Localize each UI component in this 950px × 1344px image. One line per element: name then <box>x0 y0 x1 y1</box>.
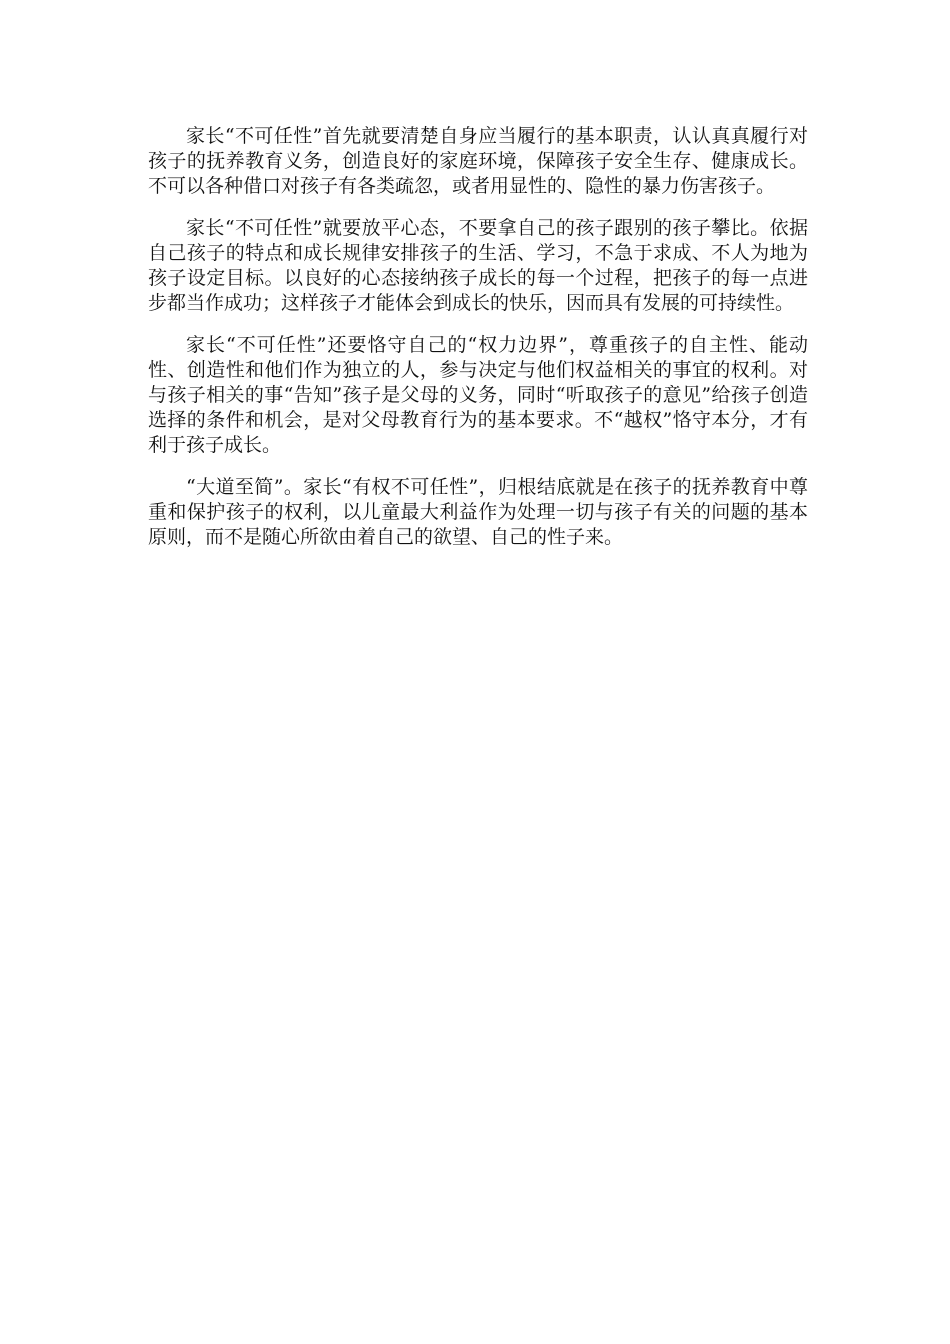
paragraph-4: “大道至简”。家长“有权不可任性”，归根结底就是在孩子的抚养教育中尊重和保护孩子的权利，以儿童最大利益作为处理一切与孩子有关的问题的基本原则，而不是随心所欲由着自己的欲望、自己的性子来。 <box>148 476 808 548</box>
document-body <box>148 124 808 567</box>
paragraph-3: 家长“不可任性”还要恪守自己的“权力边界”，尊重孩子的自主性、能动性、创造性和他们作为独立的人，参与决定与他们权益相关的事宜的权利。对与孩子相关的事“告知”孩子是父母的义务，同时“听取孩子的意见”给孩子创造选择的条件和机会，是对父母教育行为的基本要求。不“越权”恪守本分，才有利于孩子成长。 <box>148 334 808 456</box>
paragraph-1: 家长“不可任性”首先就要清楚自身应当履行的基本职责，认认真真履行对孩子的抚养教育义务，创造良好的家庭环境，保障孩子安全生存、健康成长。不可以各种借口对孩子有各类疏忽，或者用显性的、隐性的暴力伤害孩子。 <box>148 125 808 197</box>
paragraph-2: 家长“不可任性”就要放平心态，不要拿自己的孩子跟别的孩子攀比。依据自己孩子的特点和成长规律安排孩子的生活、学习，不急于求成、不人为地为孩子设定目标。以良好的心态接纳孩子成长的每一个过程，把孩子的每一点进步都当作成功；这样孩子才能体会到成长的快乐，因而具有发展的可持续性。 <box>148 217 808 314</box>
